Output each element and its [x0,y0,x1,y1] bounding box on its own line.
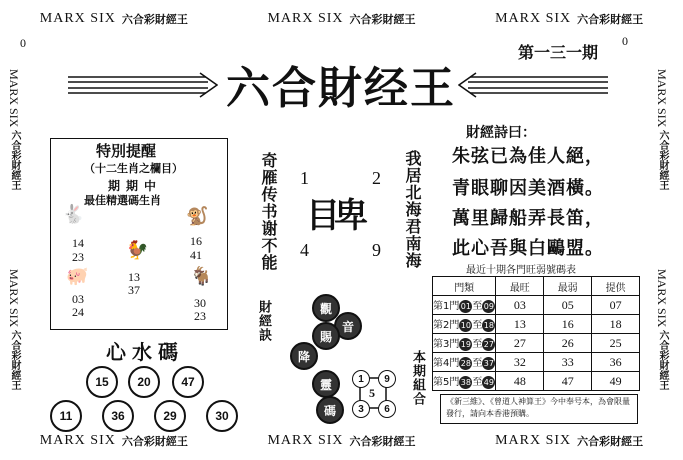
left-verse: 奇雁传书谢不能 [259,152,278,271]
brand-unit [6,269,22,390]
stats-header: 最弱 [544,277,592,296]
table-cell: 47 [544,372,592,391]
period-cell [433,296,496,315]
brand-unit [267,11,415,27]
brand-en: MARX SIX [655,69,669,128]
reminder-subtitle: （十二生肖之欄目） [84,162,183,175]
brand-unit [654,69,670,190]
brand-cn: 六合彩財經王 [657,130,668,191]
table-row [433,372,640,391]
heart-number: 11 [50,400,82,432]
heart-number: 36 [102,400,134,432]
formula-ball: 碼 [316,396,344,424]
goat-icon: 🐐 [190,266,213,287]
range-to: 18 [483,321,494,330]
corner-number: 4 [300,240,309,260]
brand-en: MARX SIX [495,11,572,26]
brand-en: MARX SIX [267,11,344,26]
formula-label: 財經訣 [256,300,271,342]
range-join: 至 [472,358,483,369]
range-join: 至 [472,320,483,331]
brand-en: MARX SIX [495,433,572,448]
heart-number: 47 [172,366,204,398]
combo-node: 6 [378,400,396,418]
combo-node: 9 [378,370,396,388]
period-cell [433,315,496,334]
brand-cn: 六合彩財經王 [121,435,188,448]
heart-number: 20 [128,366,160,398]
reminder-title: 特別提醒 [96,142,157,160]
range-from: 10 [460,321,471,330]
table-cell: 49 [592,372,640,391]
corner-number: 1 [300,168,309,188]
table-cell: 18 [592,315,640,334]
brand-cn: 六合彩財經王 [577,435,644,448]
heart-number: 15 [86,366,118,398]
brand-unit [40,11,188,27]
poem-line: 此心吾與白鷗盟。 [452,238,604,259]
poem-title: 財經詩曰： [466,125,536,141]
range-from: 01 [460,302,471,311]
riddle-glyph: 目卑 [306,196,362,236]
brand-en: MARX SIX [7,269,21,328]
range-to: 09 [483,302,494,311]
range-join: 至 [472,339,483,350]
period-label: 第5門 [433,377,460,388]
heart-number: 30 [206,400,238,432]
brand-unit [495,11,643,27]
table-cell: 07 [592,296,640,315]
brand-cn: 六合彩財經王 [9,330,20,391]
corner-number: 9 [372,240,381,260]
range-join: 至 [472,301,483,312]
combo-node: 3 [352,400,370,418]
table-cell: 16 [544,315,592,334]
table-row [433,315,640,334]
range-to: 27 [483,340,494,349]
table-cell: 13 [496,315,544,334]
brand-en: MARX SIX [7,69,21,128]
formula-ball: 靈 [312,370,340,398]
stats-table [432,276,640,391]
period-label: 第4門 [433,358,460,369]
zodiac-number: 41 [190,248,202,262]
brand-cn: 六合彩財經王 [577,13,644,26]
corner-number: 2 [372,168,381,188]
period-label: 第2門 [433,320,460,331]
formula-ball: 賜 [312,322,340,350]
brand-unit [6,69,22,190]
period-label: 第3門 [433,339,460,350]
combo-label: 本期組合 [410,350,425,406]
period-cell [433,353,496,372]
table-cell: 48 [496,372,544,391]
left-brand-strip [4,30,24,430]
right-arrow-icon [458,72,608,98]
corner-mark-left: 0 [20,36,26,50]
table-cell: 05 [544,296,592,315]
zodiac-number: 14 [72,236,84,250]
table-cell: 26 [544,334,592,353]
formula-ball: 音 [334,312,362,340]
zodiac-number: 23 [194,309,206,323]
bottom-brand-strip [0,430,683,452]
period-label: 第1門 [433,301,460,312]
stats-header: 最旺 [496,277,544,296]
right-verse: 我居北海君南海 [403,150,422,269]
rabbit-icon: 🐇 [62,204,85,225]
monkey-icon: 🐒 [186,206,209,227]
brand-en: MARX SIX [655,269,669,328]
poem-line: 朱弦已為佳人絕， [452,146,604,167]
table-cell: 33 [544,353,592,372]
brand-en: MARX SIX [39,11,116,26]
brand-cn: 六合彩財經王 [349,13,416,26]
brand-cn: 六合彩財經王 [657,330,668,391]
table-row [433,353,640,372]
issue-number: 第一三一期 [518,43,599,62]
table-cell: 32 [496,353,544,372]
brand-en: MARX SIX [39,433,116,448]
zodiac-number: 03 [72,292,84,306]
brand-cn: 六合彩財經王 [9,130,20,191]
formula-ball: 觀 [312,294,340,322]
heart-number: 29 [154,400,186,432]
table-cell: 25 [592,334,640,353]
poem-line: 萬里歸船弄長笛， [452,208,604,229]
brand-unit [267,433,415,449]
brand-unit [654,269,670,390]
table-cell: 03 [496,296,544,315]
notice-text: 《新三維》、《曾道人神算王》今中奉号本，為會限量發行，請向本香港預購。 [446,397,630,418]
stats-header: 提供 [592,277,640,296]
brand-unit [495,433,643,449]
combo-center: 5 [369,386,375,400]
page-title: 六合財经王 [226,63,456,114]
poem-line: 青眼聊因美酒橫。 [452,178,604,199]
zodiac-number: 30 [194,296,206,310]
zodiac-number: 13 [128,270,140,284]
zodiac-number: 24 [72,305,84,319]
zodiac-number: 37 [128,283,140,297]
range-from: 38 [460,378,471,387]
heart-title: 心水碼 [106,340,184,364]
brand-cn: 六合彩財經王 [349,435,416,448]
pig-icon: 🐖 [66,266,89,287]
period-cell [433,372,496,391]
range-from: 28 [460,359,471,368]
stats-header-row [433,277,640,296]
corner-mark-right: 0 [622,34,628,48]
combo-node: 1 [352,370,370,388]
reminder-line2: 最佳精選碼生肖 [84,194,161,207]
brand-cn: 六合彩財經王 [121,13,188,26]
rooster-icon: 🐓 [126,240,149,261]
zodiac-number: 16 [190,234,202,248]
table-cell: 27 [496,334,544,353]
left-arrow-icon [68,72,218,98]
formula-ball: 降 [290,342,318,370]
stats-header: 門類 [433,277,496,296]
right-brand-strip [652,30,672,430]
table-row [433,296,640,315]
reminder-line1: 期期中 [108,179,163,193]
period-cell [433,334,496,353]
table-row [433,334,640,353]
zodiac-number: 23 [72,250,84,264]
top-brand-strip [0,8,683,30]
range-to: 37 [483,359,494,368]
brand-unit [40,433,188,449]
stats-title: 最近十期各門旺弱號碼表 [466,265,576,276]
range-join: 至 [472,377,483,388]
table-cell: 36 [592,353,640,372]
range-from: 19 [460,340,471,349]
range-to: 49 [483,378,494,387]
brand-en: MARX SIX [267,433,344,448]
